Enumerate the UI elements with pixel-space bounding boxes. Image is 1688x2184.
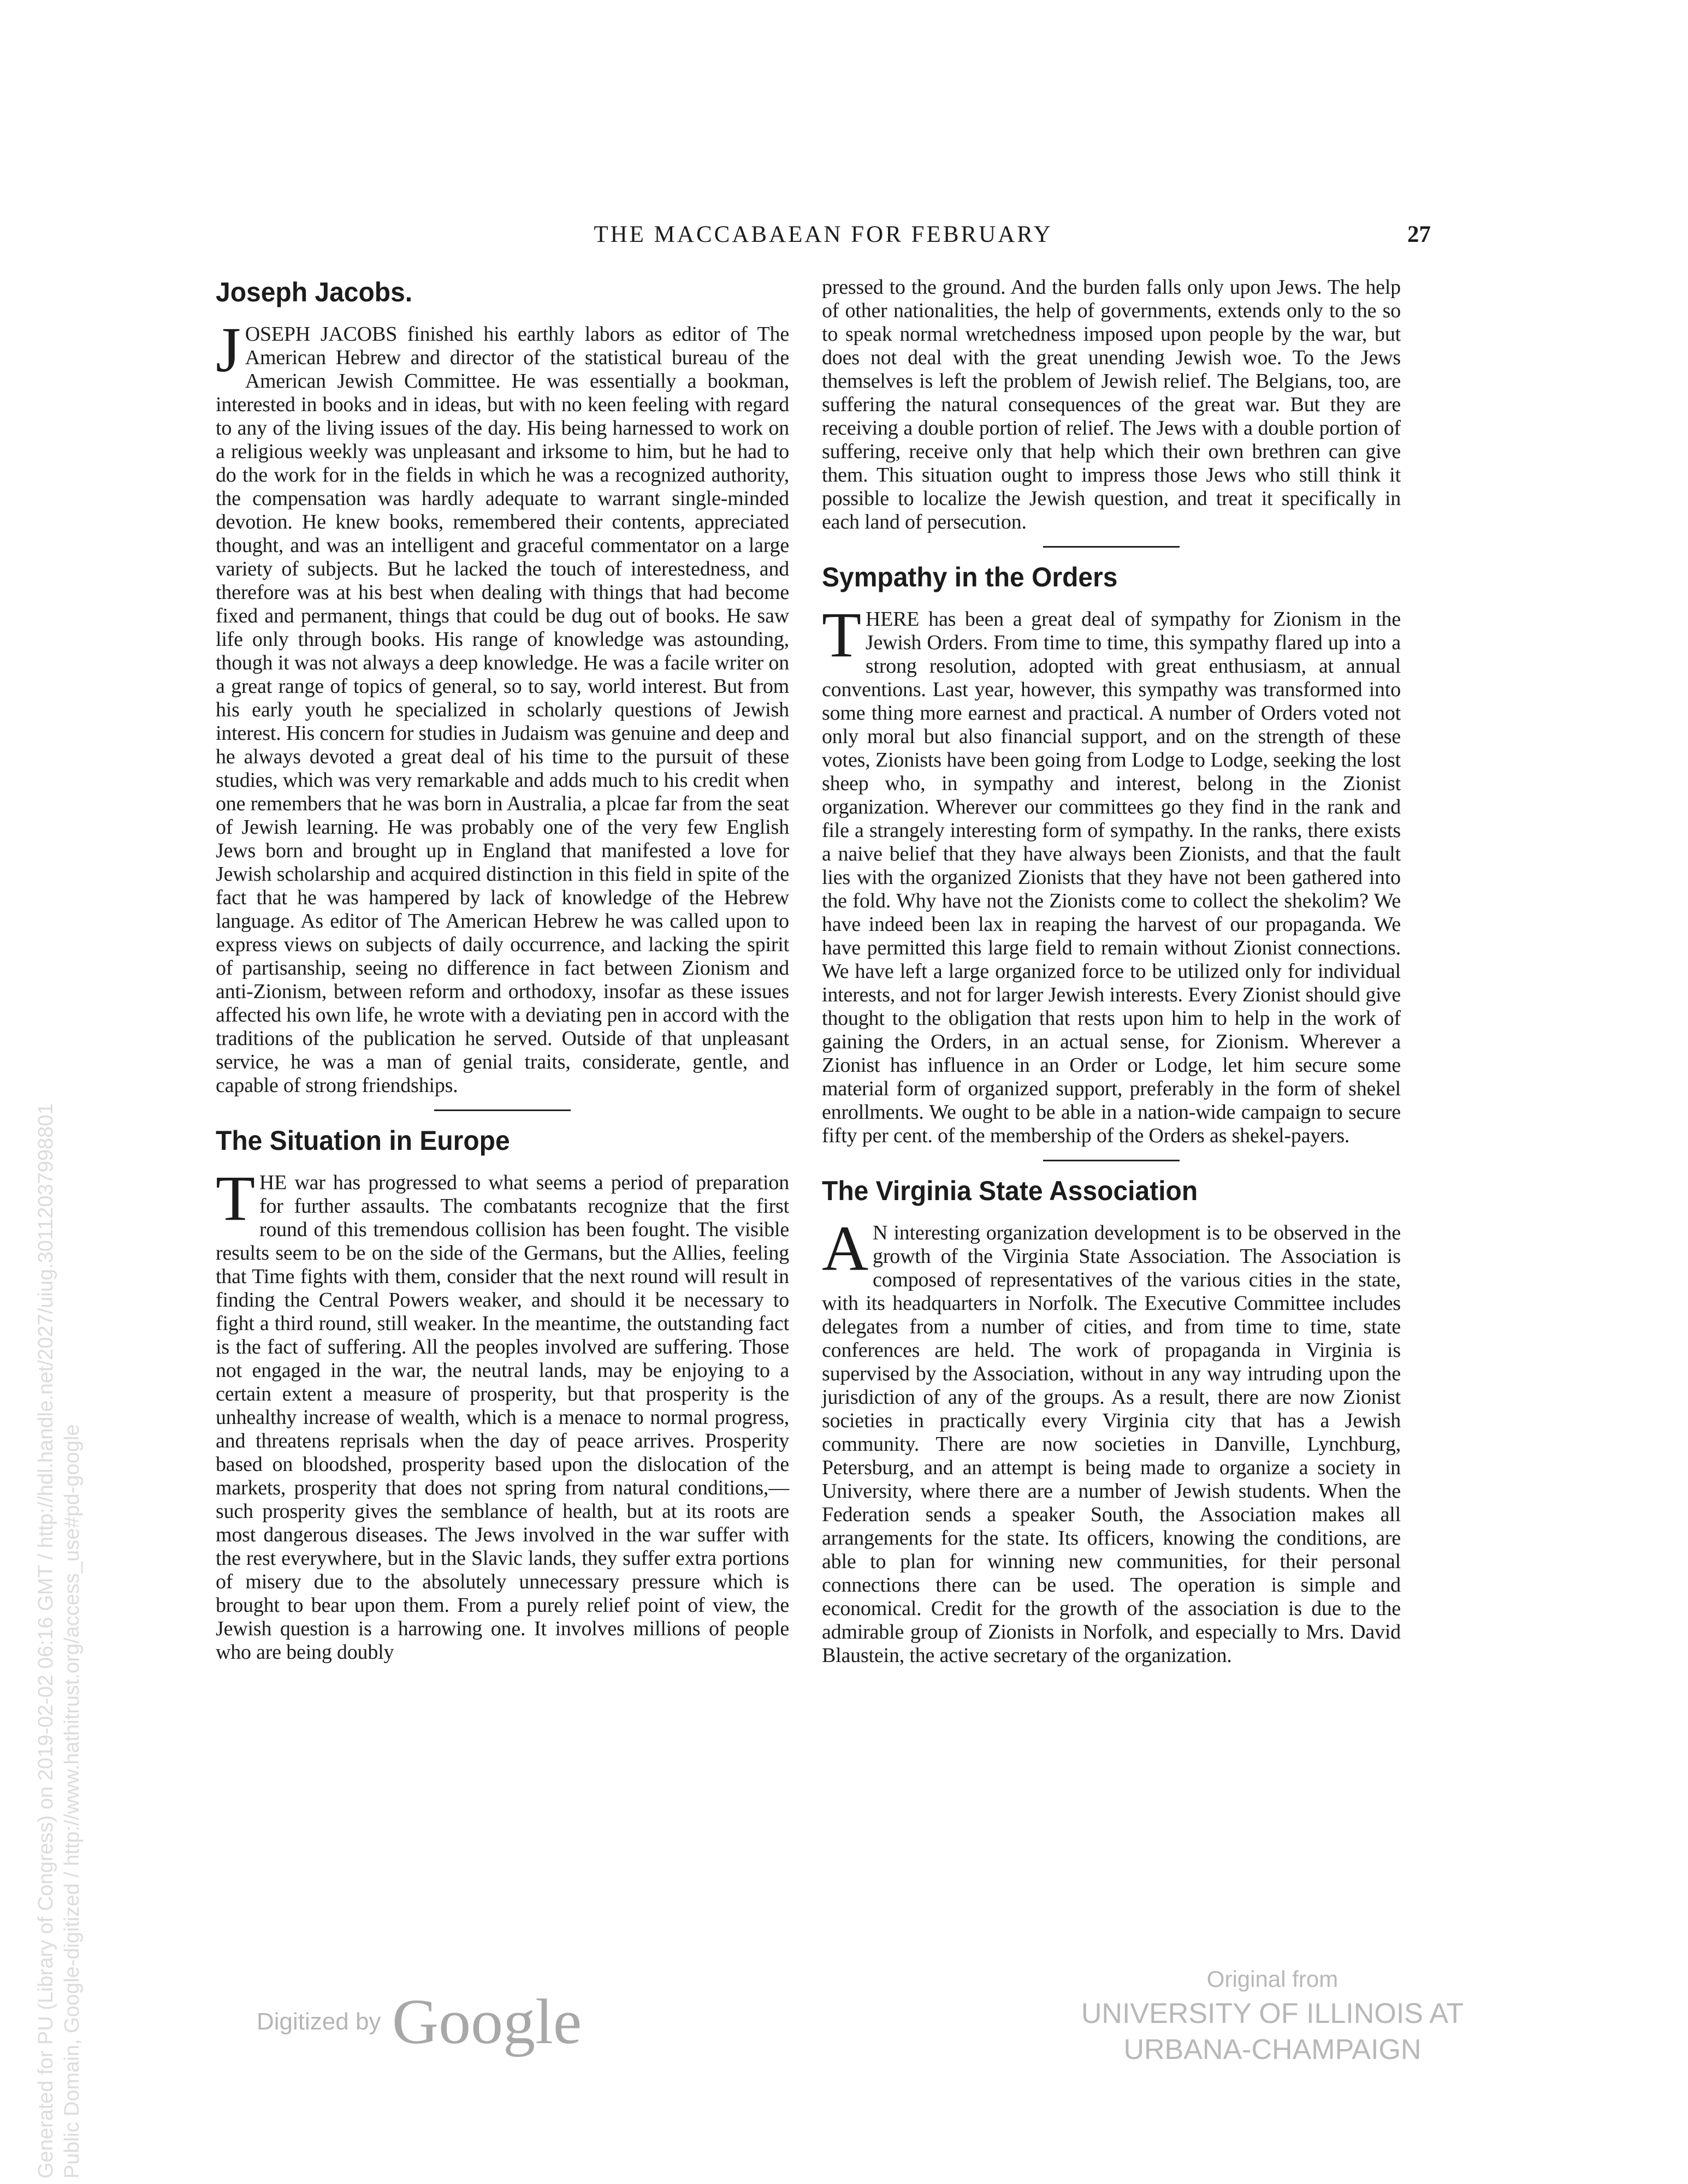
article-text: N interesting organization development is to be observed in the growth of the Virginia State Association. The Association is composed of representatives of the various cities in the state, with its headquarters in Norfolk. The Executive Committee includes delegates from a number of cities, and from time to time, state conferences are held. The work of propaganda in Virginia is supervised by the Association, without in any way intruding upon the jurisdiction of any of the groups. As a result, there are now Zionist societies in practically every Virginia city that has a Jewish community. There are now societies in Danville, Lynchburg, Petersburg, and an attempt is being made to organize a society in University, where there are a number of Jewish students. When the Federation sends a speaker South, the Association makes all arrangements for the state. Its officers, knowing the conditions, are able to plan for winning new communities, for their personal connections there can be used. The operation is simple and economical. Credit for the growth of the association is due to the admirable group of Zionists in Norfolk, and especially to Mrs. David Blaustein, the active secretary of the organization. [822,1221,1401,1667]
watermark-line: Public Domain, Google-digitized / http://www.hathitrust.org/access_use#pd-google [61,1424,84,2179]
article-heading: Sympathy in the Orders [822,562,1118,592]
watermark-line: Generated for PU (Library of Congress) on 2019-02-02 06:16 GMT / http://hdl.handle.net/2027/uiug.30112037998801 [34,1103,57,2179]
article-heading: Joseph Jacobs. [216,277,413,307]
article-body [822,599,1401,1148]
section-divider [1043,1160,1180,1161]
article-body [216,314,789,1097]
right-column [822,276,1401,1667]
drop-cap: T [216,1162,255,1234]
article-continuation: pressed to the ground. And the burden falls only upon Jews. The help of other nationalities, the help of governments, extends only to the so to speak normal wretchedness imposed upon people by the war, but does not deal with the great unending Jewish woe. To the Jews themselves is left the problem of Jewish relief. The Belgians, too, are suffering the natural consequences of the great war. But they are receiving a double portion of relief. The Jews with a double portion of suffering, receive only that help which their own brethren can give them. This situation ought to impress those Jews who still think it possible to localize the Jewish question, and treat it specifically in each land of persecution. [822,276,1401,533]
digitized-by-google [257,1985,582,2059]
digitized-by-label: Digitized by [257,2008,381,2035]
running-header [216,221,1431,254]
drop-cap: J [216,314,241,385]
drop-cap: A [822,1213,869,1284]
article-virginia-state-association [822,1174,1401,1667]
hathitrust-watermark [33,1103,85,2179]
article-sympathy-in-the-orders [822,561,1401,1148]
article-joseph-jacobs [216,276,789,1097]
journal-title: THE MACCABAEAN FOR FEBRUARY [594,222,1053,247]
article-heading: The Situation in Europe [216,1125,510,1156]
original-from-label: Original from [1206,1966,1338,1992]
google-logo: Google [392,1986,582,2057]
article-body [822,1213,1401,1667]
original-source [1054,1963,1491,2068]
page-number: 27 [1407,222,1431,247]
section-divider [1043,546,1180,548]
article-body [216,1162,789,1664]
drop-cap: T [822,599,861,670]
article-text: OSEPH JACOBS finished his earthly labors as editor of The American Hebrew and director of the statistical bureau of the American Jewish Committee. He was essentially a bookman, interested in books and in ideas, but with no keen feeling with regard to any of the living issues of the day. His being harnessed to work on a religious weekly was unpleasant and irksome to him, but he had to do the work for in the fields in which he was a recognized authority, the compensation was hardly adequate to warrant single-minded devotion. He knew books, remembered their contents, appreciated thought, and was an intelligent and graceful commentator on a large variety of subjects. But he lacked the touch of interestedness, and therefore was at his best when dealing with things that had become fixed and permanent, things that could be dug out of books. He saw life only through books. His range of knowledge was astounding, though it was not always a deep knowledge. He was a facile writer on a great range of topics of general, so to say, world interest. But from his early youth he specialized in scholarly questions of Jewish interest. His concern for studies in Judaism was genuine and deep and he always devoted a great deal of his time to the pursuit of these studies, which was very remarkable and adds much to his credit when one remembers that he was born in Australia, a plcae far from the seat of Jewish learning. He was probably one of the very few English Jews born and brought up in England that manifested a love for Jewish scholarship and acquired distinction in this field in spite of the fact that he was hampered by lack of knowledge of the Hebrew language. As editor of The American Hebrew he was called upon to express views on subjects of daily occurrence, and lacking the spirit of partisanship, seeing no difference in fact between Zionism and anti-Zionism, between reform and orthodoxy, insofar as these issues affected his own life, he wrote with a deviating pen in accord with the traditions of the publication he served. Outside of that unpleasant service, he was a man of genial traits, considerate, gentle, and capable of strong friendships. [216,323,789,1097]
left-column [216,276,789,1664]
article-text: HE war has progressed to what seems a period of preparation for further assaults. The combatants recognize that the first round of this tremendous collision has been fought. The visible results seem to be on the side of the Germans, but the Allies, feeling that Time fights with them, consider that the next round will result in finding the Central Powers weaker, and should it be necessary to fight a third round, still weaker. In the meantime, the outstanding fact is the fact of suffering. All the peoples involved are suffering. Those not engaged in the war, the neutral lands, may be enjoying to a certain extent a measure of prosperity, but that prosperity is the unhealthy increase of wealth, which is a menace to normal progress, and threatens reprisals when the day of peace arrives. Prosperity based on bloodshed, prosperity based upon the dislocation of the markets, prosperity that does not spring from natural conditions,—such prosperity gives the semblance of health, but at its roots are most dangerous diseases. The Jews involved in the war suffer with the rest everywhere, but in the Slavic lands, they suffer extra portions of misery due to the absolutely unnecessary pressure which is brought to bear upon them. From a purely relief point of view, the Jewish question is a harrowing one. It involves millions of people who are being doubly [216,1171,789,1664]
university-name: UNIVERSITY OF ILLINOIS AT [1081,1998,1464,2029]
section-divider [434,1109,571,1111]
university-campus: URBANA-CHAMPAIGN [1123,2034,1422,2066]
article-text: HERE has been a great deal of sympathy for Zionism in the Jewish Orders. From time to time, this sympathy flared up into a strong resolution, adopted with great enthusiasm, at annual conventions. Last year, however, this sympathy was transformed into some thing more earnest and practical. A number of Orders voted not only moral but also financial support, and on the strength of these votes, Zionists have been going from Lodge to Lodge, seeking the lost sheep who, in sympathy and interest, belong in the Zionist organization. Wherever our committees go they find in the rank and file a strangely interesting form of sympathy. In the ranks, there exists a naive belief that they have always been Zionists, and that the fault lies with the organized Zionists that they have not been gathered into the fold. Why have not the Zionists come to collect the shekolim? We have indeed been lax in reaping the harvest of our propaganda. We have permitted this large field to remain without Zionist connections. We have left a large organized force to be utilized only for individual interests, and not for larger Jewish interests. Every Zionist should give thought to the obligation that rests upon him to help in the work of gaining the Orders, in an actual sense, for Zionism. Wherever a Zionist has influence in an Order or Lodge, let him secure some material form of organized support, preferably in the form of shekel enrollments. We ought to be able in a nation-wide campaign to secure fifty per cent. of the membership of the Orders as shekel-payers. [822,608,1401,1147]
article-situation-in-europe [216,1124,789,1664]
article-heading: The Virginia State Association [822,1176,1198,1206]
